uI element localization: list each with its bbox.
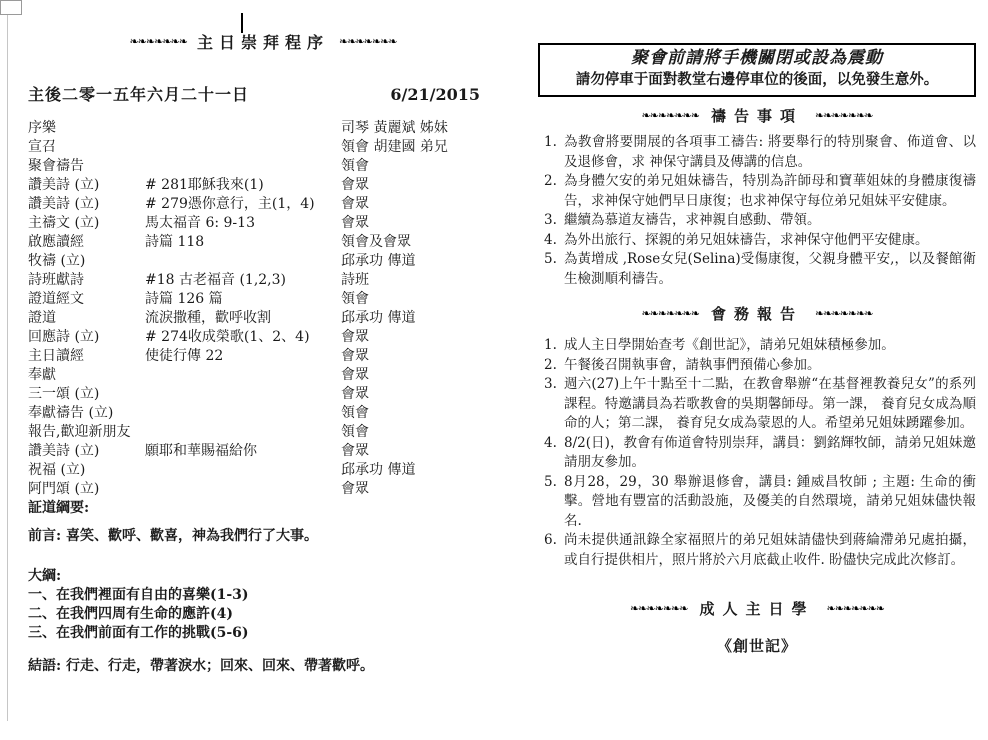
program-detail	[145, 461, 341, 480]
program-detail	[145, 138, 341, 157]
program-item: 牧禱 (立)	[28, 253, 86, 269]
program-who: 會眾	[341, 443, 369, 459]
program-row	[28, 233, 498, 252]
program-who: 會眾	[341, 386, 369, 402]
item-number: 1.	[544, 337, 557, 353]
program-who: 會眾	[341, 348, 369, 364]
item-text: 週六(27)上午十點至十二點，在教會舉辦“在基督裡教養兒女”的系列課程。特邀講員為若歌教會的吳期馨師母。第一課， 養育兒女成為順命的人；第二課， 養育兒女成為蒙恩的人。希望弟兄姐妹踴躍參加。	[564, 376, 976, 431]
program-detail: 流淚撒種，歡呼收割	[145, 310, 271, 326]
report-item	[538, 375, 976, 434]
program-detail: 願耶和華賜福給你	[145, 443, 257, 459]
program-who: 領會	[341, 291, 369, 307]
item-text: 尚未提供通訊錄全家福照片的弟兄姐妹請儘快到蔣綸滯弟兄處拍攝，或自行提供相片，照片將於六月底截止收件. 盼儘快完成此次修訂。	[564, 532, 976, 568]
program-who: 會眾	[341, 196, 369, 212]
program-item: 主禱文 (立)	[28, 215, 100, 231]
prayer-item	[538, 250, 976, 289]
program-row	[28, 461, 498, 480]
program-row	[28, 385, 498, 404]
program-item: 三一頌 (立)	[28, 386, 100, 402]
notice-phone: 聚會前請將手機關閉或設為震動	[631, 48, 883, 68]
sunday-school-heading-text: 成人主日學	[699, 599, 815, 618]
program-item: 讚美詩 (立)	[28, 177, 100, 193]
program-who: 會眾	[341, 177, 369, 193]
program-item: 讚美詩 (立)	[28, 196, 100, 212]
worship-program-page	[28, 30, 498, 676]
prayer-heading	[538, 105, 976, 125]
ornament-right: ❧❧❧❧❧❧❧	[826, 601, 885, 615]
report-item	[538, 531, 976, 570]
program-detail: 詩篇 118	[145, 234, 205, 250]
program-row	[28, 290, 498, 309]
item-text: 午餐後召開執事會，請執事們預備心參加。	[564, 356, 821, 373]
item-text: 為身體欠安的弟兄姐妹禱告，特別為許師母和寶華姐妹的身體康復禱告，求神保守她們早日康復；也求神保守每位弟兄姐妹平安健康。	[564, 173, 976, 209]
item-text: 為教會將要開展的各項事工禱告: 將要舉行的特別聚會、佈道會、以及退修會，求 神保守講員及傳講的信息。	[564, 134, 976, 170]
item-text: 繼續為慕道友禱告，求神親自感動、帶領。	[564, 212, 821, 228]
prayer-item	[538, 231, 976, 251]
program-detail: # 279憑你意行，主(1，4)	[145, 196, 315, 212]
sermon-outline-point: 一、在我們裡面有自由的喜樂(1-3)	[28, 587, 249, 603]
program-row	[28, 309, 498, 328]
report-item	[538, 473, 976, 532]
program-detail: 詩篇 126 篇	[145, 291, 223, 307]
report-item	[538, 434, 976, 473]
program-detail	[145, 366, 341, 385]
program-detail	[145, 404, 341, 423]
program-who: 邱承功 傳道	[341, 253, 416, 269]
program-who: 會眾	[341, 215, 369, 231]
item-number: 2.	[544, 356, 557, 373]
program-row	[28, 442, 498, 461]
program-who: 會眾	[341, 481, 369, 497]
program-who: 領會	[341, 405, 369, 421]
program-detail: # 274收成榮歌(1、2、4)	[145, 329, 310, 345]
ornament-right: ❧❧❧❧❧❧❧	[815, 108, 873, 122]
item-number: 1.	[544, 134, 557, 150]
program-row	[28, 252, 498, 271]
program-row	[28, 328, 498, 347]
report-heading-text: 會務報告	[710, 304, 803, 323]
report-item	[538, 356, 976, 376]
program-detail: 馬太福音 6: 9-13	[145, 215, 255, 231]
notice-box	[538, 43, 976, 97]
program-detail: #18 古老福音 (1,2,3)	[145, 272, 286, 288]
program-who: 領會 胡建國 弟兄	[341, 139, 448, 155]
program-item: 奉獻	[28, 367, 56, 383]
program-item: 奉獻禱告 (立)	[28, 405, 114, 421]
program-who: 會眾	[341, 329, 369, 345]
item-number: 5.	[544, 473, 557, 490]
program-item: 序樂	[28, 120, 56, 136]
ornament-left: ❧❧❧❧❧❧❧	[129, 34, 187, 48]
program-row	[28, 347, 498, 366]
item-number: 4.	[544, 434, 557, 451]
report-heading	[538, 303, 976, 323]
prayer-item	[538, 211, 976, 231]
program-item: 讚美詩 (立)	[28, 443, 100, 459]
item-text: 為外出旅行、探親的弟兄姐妹禱告，求神保守他們平安健康。	[564, 231, 929, 248]
program-item: 祝福 (立)	[28, 462, 86, 478]
program-item: 證道經文	[28, 291, 84, 307]
program-who: 領會	[341, 158, 369, 174]
program-row	[28, 195, 498, 214]
program-detail	[145, 385, 341, 404]
program-row	[28, 138, 498, 157]
program-item: 詩班獻詩	[28, 272, 84, 288]
program-who: 領會	[341, 424, 369, 440]
program-item: 啟應讀經	[28, 234, 84, 250]
sermon-conclusion: 結語: 行走、行走，帶著淚水；回來、回來、帶著歡呼。	[28, 658, 375, 674]
item-number: 6.	[544, 532, 557, 548]
scan-edge-line	[7, 15, 8, 721]
program-row	[28, 214, 498, 233]
sunday-school-subtitle: 《創世記》	[716, 637, 797, 655]
program-who: 詩班	[341, 272, 369, 288]
program-row	[28, 119, 498, 138]
program-item: 報告,歡迎新朋友	[28, 424, 131, 440]
prayer-list	[538, 133, 976, 289]
date-row	[28, 82, 498, 102]
ornament-left: ❧❧❧❧❧❧❧	[629, 601, 688, 615]
program-who: 司琴 黃麗斌 姊妹	[341, 120, 448, 136]
sermon-preface: 前言: 喜笑、歡呼、歡喜，神為我們行了大事。	[28, 528, 319, 544]
program-item: 證道	[28, 310, 56, 326]
program-detail	[145, 423, 341, 442]
sermon-outline-label: 証道綱要:	[28, 500, 90, 516]
program-item: 阿門頌 (立)	[28, 481, 100, 497]
item-text: 為黃增成 ,Rose女兒(Selina)受傷康復，父親身體平安,，以及餐館衛生檢測順利禱告。	[564, 251, 976, 287]
sermon-outline-point: 三、在我們前面有工作的挑戰(5-6)	[28, 625, 249, 641]
ornament-right: ❧❧❧❧❧❧❧	[339, 34, 397, 48]
date-numeric: 6/21/2015	[390, 85, 480, 104]
program-row	[28, 480, 498, 499]
program-row	[28, 176, 498, 195]
sermon-outline-title: 大綱:	[28, 568, 62, 584]
ornament-left: ❧❧❧❧❧❧❧	[641, 306, 699, 320]
item-number: 5.	[544, 251, 557, 267]
item-text: 8/2(日)，教會有佈道會特別崇拜，講員：劉銘輝牧師，請弟兄姐妹邀請朋友參加。	[564, 434, 976, 470]
prayer-item	[538, 172, 976, 211]
program-row	[28, 157, 498, 176]
program-row	[28, 404, 498, 423]
sunday-school-heading	[538, 598, 976, 618]
report-list	[538, 336, 976, 570]
date-chinese: 主後二零一五年六月二十一日	[28, 85, 250, 104]
program-who: 領會及會眾	[341, 234, 411, 250]
program-detail: # 281耶穌我來(1)	[145, 177, 264, 193]
sermon-outline-list	[28, 586, 498, 643]
program-who: 會眾	[341, 367, 369, 383]
item-number: 3.	[544, 376, 557, 392]
announcements-page	[538, 43, 976, 656]
program-detail	[145, 157, 341, 176]
report-item	[538, 336, 976, 356]
item-text: 8月28，29，30 舉辦退修會，講員: 鍾威昌牧師 ; 主題: 生命的衝擊。營地有豐富的活動設施，及優美的自然環境，請弟兄姐妹儘快報名.	[564, 473, 976, 529]
program-detail: 使徒行傳 22	[145, 348, 224, 364]
item-text: 成人主日學開始查考《創世記》，請弟兄姐妹積極參加。	[564, 337, 895, 353]
page-title	[28, 30, 498, 52]
prayer-item	[538, 133, 976, 172]
program-row	[28, 271, 498, 290]
sermon-outline-point: 二、在我們四周有生命的應許(4)	[28, 606, 233, 622]
ornament-left: ❧❧❧❧❧❧❧	[641, 108, 699, 122]
program-row	[28, 423, 498, 442]
program-list	[28, 119, 498, 499]
program-detail	[145, 480, 341, 499]
scan-corner-artifact	[0, 0, 22, 15]
program-detail	[145, 119, 341, 138]
ornament-right: ❧❧❧❧❧❧❧	[815, 306, 873, 320]
program-item: 聚會禱告	[28, 158, 84, 174]
prayer-heading-text: 禱告事項	[710, 106, 803, 125]
program-item: 主日讀經	[28, 348, 84, 364]
program-detail	[145, 252, 341, 271]
page-title-text: 主日崇拜程序	[196, 32, 329, 52]
notice-parking: 請勿停車于面對教堂右邊停車位的後面，以免發生意外。	[575, 71, 939, 88]
program-item: 回應詩 (立)	[28, 329, 100, 345]
item-number: 4.	[544, 231, 557, 248]
item-number: 3.	[544, 212, 557, 228]
program-item: 宣召	[28, 139, 56, 155]
item-number: 2.	[544, 173, 557, 189]
program-row	[28, 366, 498, 385]
program-who: 邱承功 傳道	[341, 310, 416, 326]
program-who: 邱承功 傳道	[341, 462, 416, 478]
